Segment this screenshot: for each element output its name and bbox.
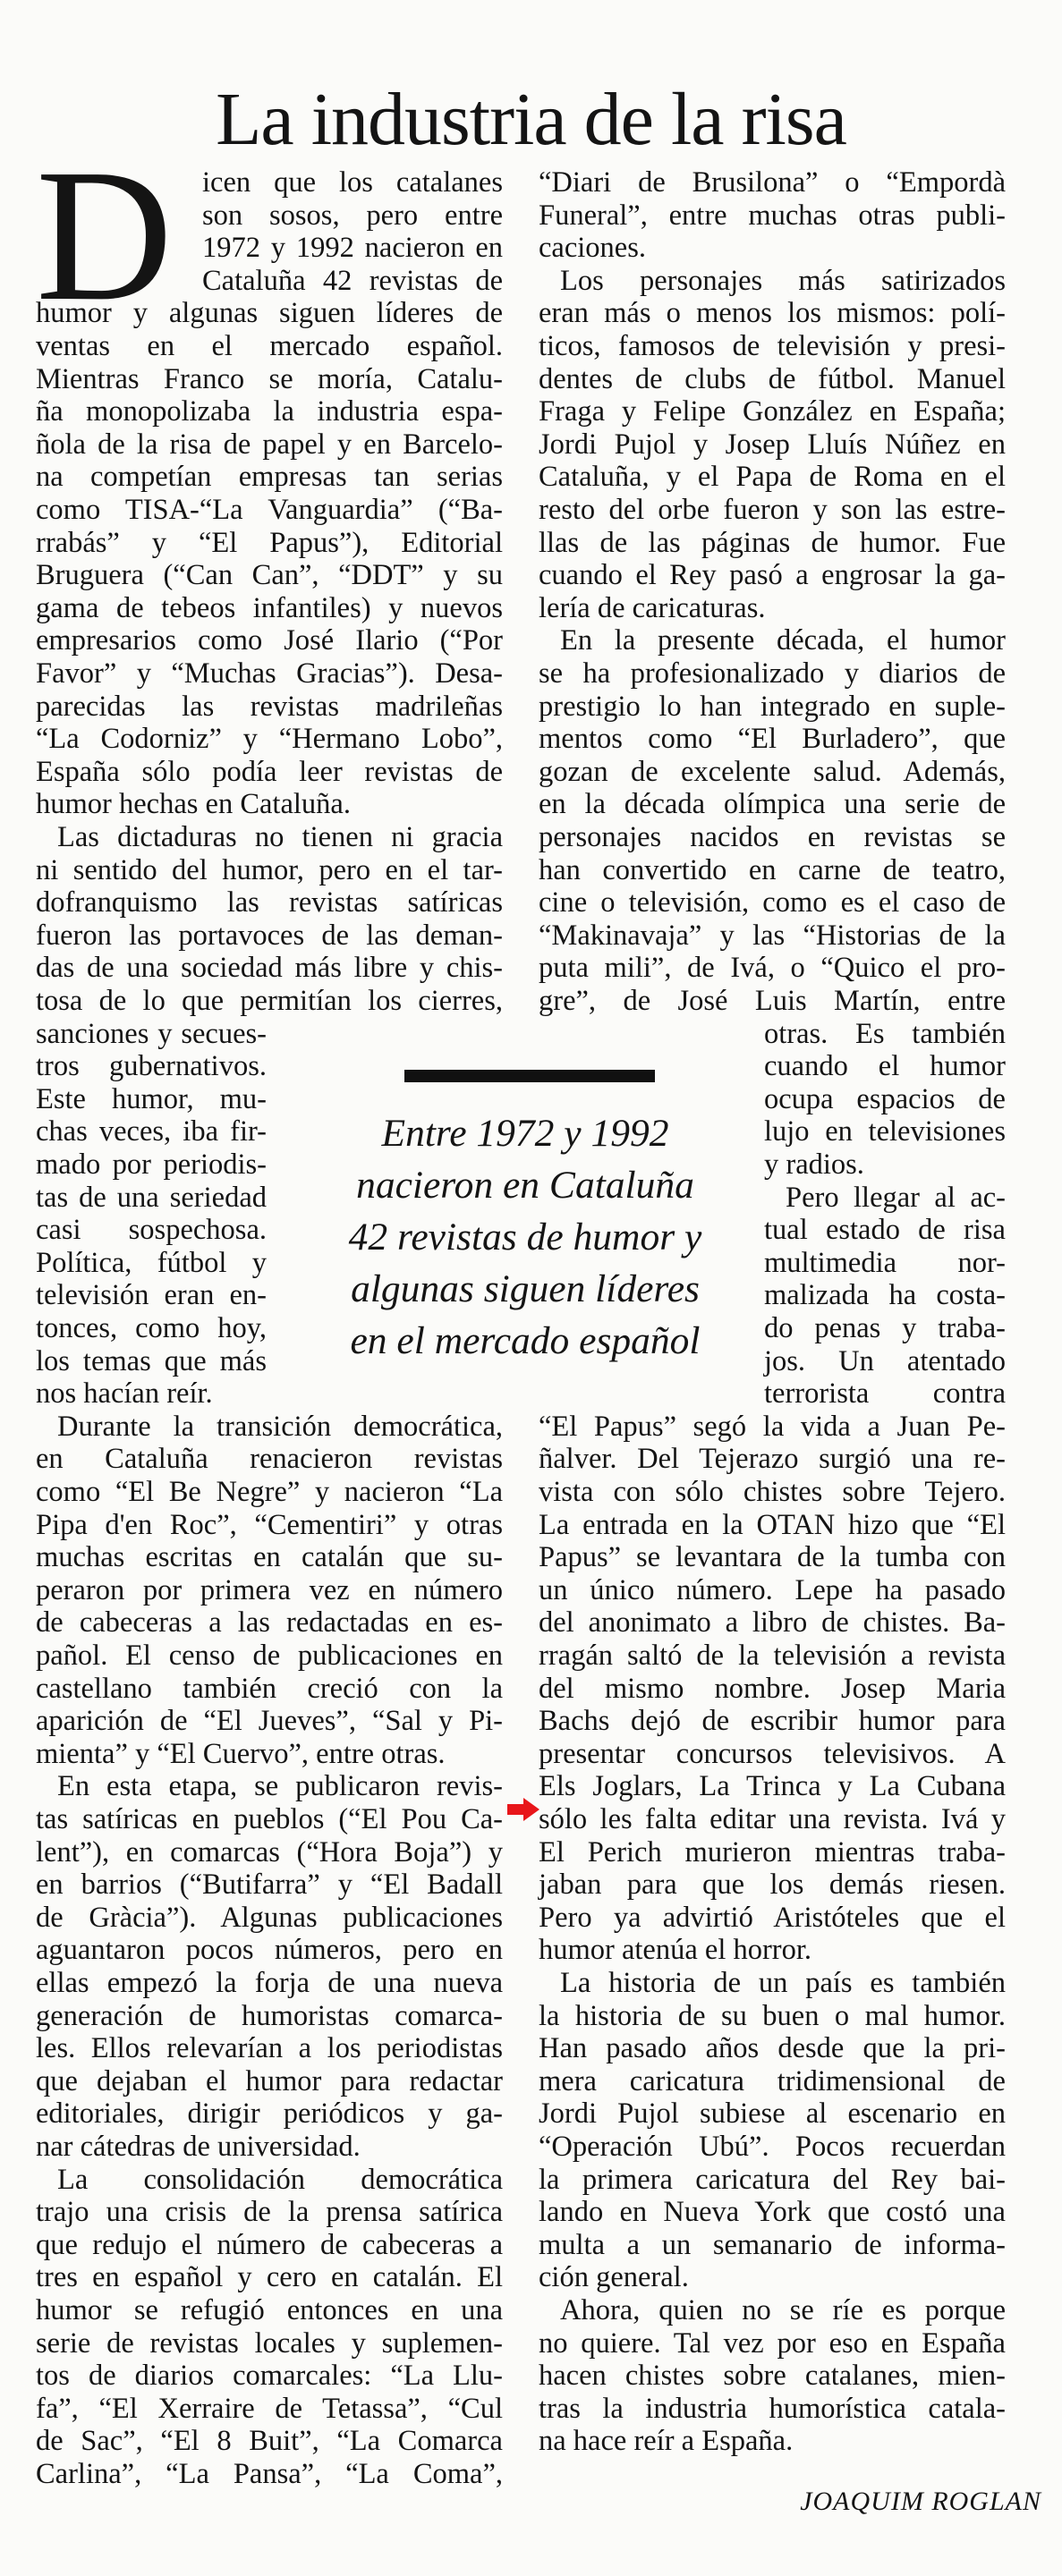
article-line: la primera caricatura del Rey bai- [539,2163,1006,2196]
article-line: del anonimato a libro de chistes. Ba- [539,1606,1006,1640]
article-line: tas de una seriedad [36,1181,267,1214]
article-line: gama de tebeos infantiles) y nuevos [36,591,503,624]
article-line: rrabás” y “El Papus”), Editorial [36,526,503,559]
pull-quote-line: nacieron en Cataluña [356,1164,694,1207]
article-line: puta mili”, de Ivá, o “Quico el pro- [539,952,1006,985]
article-line: resto del orbe fueron y son las estre- [539,494,1006,526]
article-line: Bachs dejó de escribir humor para [539,1705,1006,1738]
article-line: en barrios (“Butifarra” y “El Badall [36,1868,503,1902]
article-line: que redujo el número de cabeceras a [36,2228,503,2261]
article-line: jaban para que los demás riesen. [539,1868,1006,1902]
article-line: sólo les falta editar una revista. Ivá y [539,1803,1006,1835]
article-line: Ahora, quien no se ríe es porque [560,2294,1006,2326]
article-line: prestigio lo han integrado en suple- [539,690,1006,723]
article-line: ticos, famosos de televisión y presi- [539,330,1006,362]
article-line: en Cataluña renacieron revistas [36,1443,503,1476]
article-line: llas de las páginas de humor. Fue [539,526,1006,559]
article-line: “Operación Ubú”. Pocos recuerdan [539,2131,1006,2163]
article-line: Funeral”, entre muchas otras publi- [539,199,1006,232]
article-line: Fraga y Felipe González en España; [539,395,1006,428]
article-line: aparición de “El Jueves”, “Sal y Pi- [36,1705,503,1738]
article-line: ña monopolizaba la industria espa- [36,395,503,428]
article-line: humor hechas en Cataluña. [36,788,351,821]
article-line: sanciones y secues- [36,1017,267,1050]
pull-quote-line: en el mercado español [350,1319,701,1362]
article-line: mado por periodis- [36,1148,267,1181]
article-line: cuando el Rey pasó a engrosar la ga- [539,559,1006,592]
article-line: tos de diarios comarcales: “La Llu- [36,2360,503,2393]
article-line: humor se refugió entonces en una [36,2294,503,2326]
article-line: Este humor, mu- [36,1082,267,1115]
article-line: España sólo podía leer revistas de [36,755,503,788]
pull-quote-line: algunas siguen líderes [351,1267,700,1310]
article-line: tual estado de risa [764,1214,1006,1247]
headline: La industria de la risa [216,78,846,162]
article-line: na competían empresas tan serias [36,461,503,494]
article-line: ción general. [539,2261,689,2294]
article-line: editoriales, dirigir periódicos y ga- [36,2097,503,2131]
article-line: lujo en televisiones [764,1115,1006,1148]
article-line: multimedia nor- [764,1246,1006,1279]
article-line: Bruguera (“Can Can”, “DDT” y su [36,559,503,592]
article-line: lent”), en comarcas (“Hora Boja”) y [36,1835,503,1868]
article-line: la historia de su buen o mal humor. [539,1999,1006,2032]
article-line: jos. Un atentado [764,1344,1006,1377]
article-line: eran más o menos los mismos: polí- [539,297,1006,330]
article-line: ellas empezó la forja de una nueva [36,1967,503,1999]
article-line: y radios. [764,1148,864,1181]
article-line: como “El Be Negre” y nacieron “La [36,1476,503,1508]
article-line: ocupa espacios de [764,1082,1006,1115]
article-line: Jordi Pujol y Josep Lluís Núñez en [539,428,1006,461]
article-line: La historia de un país es también [560,1967,1006,1999]
article-line: La entrada en la OTAN hizo que “El [539,1508,1006,1541]
article-line: como TISA-“La Vanguardia” (“Ba- [36,494,503,526]
article-line: empresarios como José Ilario (“Por [36,624,503,657]
article-line: Política, fútbol y [36,1246,267,1279]
article-line: personajes nacidos en revistas se [539,821,1006,853]
article-line: tosa de lo que permitían los cierres, [36,985,503,1017]
pull-quote-rule [404,1070,655,1082]
article-line: caciones. [539,232,647,265]
article-line: Mientras Franco se moría, Catalu- [36,362,503,395]
article-line: un único número. Lepe ha pasado [539,1573,1006,1606]
article-line: “El Papus” segó la vida a Juan Pe- [539,1410,1006,1443]
article-line: Els Joglars, La Trinca y La Cubana [539,1770,1006,1803]
article-line: chas veces, iba fir- [36,1115,267,1148]
article-line: “Diari de Brusilona” o “Empordà [539,166,1006,199]
article-line: Papus” se levantara de la tumba con [539,1541,1006,1574]
article-line: generación de humoristas comarca- [36,1999,503,2032]
article-line: icen que los catalanes [202,166,503,199]
article-line: do penas y traba- [764,1312,1006,1344]
article-line: humor atenúa el horror. [539,1934,812,1967]
article-line: En esta etapa, se publicaron revis- [57,1770,503,1803]
article-line: muchas escritas en catalán que su- [36,1541,503,1574]
article-line: ventas en el mercado español. [36,330,503,362]
article-line: Cataluña 42 revistas de [202,264,503,297]
article-line: serie de revistas locales y suplemen- [36,2326,503,2360]
article-line: das de una sociedad más libre y chis- [36,952,503,985]
article-line: fa”, “El Xerraire de Tetassa”, “Cul [36,2392,503,2425]
article-line: pañol. El censo de publicaciones en [36,1640,503,1672]
article-line: tres en español y cero en catalán. El [36,2261,503,2294]
article-line: otras. Es también [764,1017,1006,1050]
article-line: mentos como “El Burladero”, que [539,723,1006,756]
article-line: Han pasado años desde que la pri- [539,2032,1006,2065]
article-line: no quiere. Tal vez por eso en España [539,2326,1006,2360]
article-line: terrorista contra [764,1377,1006,1411]
article-line: dofranquismo las revistas satíricas [36,886,503,919]
article-line: presentar concursos televisivos. A [539,1737,1006,1770]
article-line: trajo una crisis de la prensa satírica [36,2196,503,2229]
drop-cap: D [36,130,174,340]
article-line: Pero ya advirtió Aristóteles que el [539,1901,1006,1934]
article-line: aguantaron pocos números, pero en [36,1934,503,1967]
article-line: televisión eran en- [36,1279,267,1312]
article-line: de cabeceras a las redactadas en es- [36,1606,503,1640]
article-line: del mismo nombre. Josep Maria [539,1672,1006,1705]
red-arrow-icon [507,1798,539,1821]
article-line: casi sospechosa. [36,1214,267,1247]
article-line: humor y algunas siguen líderes de [36,297,503,330]
pull-quote-line: Entre 1972 y 1992 [381,1112,669,1155]
article-line: multa a un semanario de informa- [539,2228,1006,2261]
article-line: Jordi Pujol subiese al escenario en [539,2097,1006,2131]
article-line: Los personajes más satirizados [560,264,1006,297]
article-line: castellano también creció con la [36,1672,503,1705]
article-line: nar cátedras de universidad. [36,2131,361,2163]
article-line: parecidas las revistas madrileñas [36,690,503,723]
article-line: lando en Nueva York que costó una [539,2196,1006,2229]
article-line: ñola de la risa de papel y en Barcelo- [36,428,503,461]
article-line: Carlina”, “La Pansa”, “La Coma”, [36,2458,503,2490]
article-line: son sosos, pero entre [202,199,503,232]
article-line: tras la industria humorística catala- [539,2392,1006,2425]
article-line: que dejaban el humor para redactar [36,2064,503,2097]
article-line: los temas que más [36,1344,267,1377]
article-line: gre”, de José Luis Martín, entre [539,985,1006,1017]
article-line: hacen chistes sobre catalanes, mien- [539,2360,1006,2393]
article-line: tonces, como hoy, [36,1312,267,1344]
article-line: Las dictaduras no tienen ni gracia [57,821,503,853]
article-line: fueron las portavoces de las deman- [36,919,503,952]
article-line: Pero llegar al ac- [786,1181,1006,1214]
article-line: mienta” y “El Cuervo”, entre otras. [36,1737,446,1770]
article-line: tros gubernativos. [36,1050,267,1083]
pull-quote-line: 42 revistas de humor y [348,1216,702,1258]
article-line: cuando el humor [764,1050,1006,1083]
article-line: dentes de clubs de fútbol. Manuel [539,362,1006,395]
article-line: ni sentido del humor, pero en el tar- [36,853,503,886]
article-line: Durante la transición democrática, [57,1410,503,1443]
article-line: cine o televisión, como es el caso de [539,886,1006,919]
article-line: les. Ellos relevarían a los periodistas [36,2032,503,2065]
article-line: se ha profesionalizado y diarios de [539,657,1006,690]
article-line: “Makinavaja” y las “Historias de la [539,919,1006,952]
article-line: Pipa d'en Roc”, “Cementiri” y otras [36,1508,503,1541]
article-line: Favor” y “Muchas Gracias”). Desa- [36,657,503,690]
article-line: nos hacían reír. [36,1377,213,1411]
article-line: En la presente década, el humor [560,624,1006,657]
article-line: lería de caricaturas. [539,591,766,624]
article-line: en la década olímpica una serie de [539,788,1006,821]
article-line: Cataluña, y el Papa de Roma en el [539,461,1006,494]
article-line: peraron por primera vez en número [36,1573,503,1606]
article-line: La consolidación democrática [57,2163,503,2196]
byline: JOAQUIM ROGLAN [800,2487,1041,2516]
article-line: na hace reír a España. [539,2425,794,2458]
article-line: de Gràcia”). Algunas publicaciones [36,1901,503,1934]
article-line: mera caricatura tridimensional de [539,2064,1006,2097]
article-line: 1972 y 1992 nacieron en [202,232,503,265]
article-line: tas satíricas en pueblos (“El Pou Ca- [36,1803,503,1835]
article-line: gozan de excelente salud. Además, [539,755,1006,788]
article-line: El Perich murieron mientras traba- [539,1835,1006,1868]
article-line: de Sac”, “El 8 Buit”, “La Comarca [36,2425,503,2458]
article-line: ñalver. Del Tejerazo surgió una re- [539,1443,1006,1476]
pull-quote [315,1107,735,1367]
article-line: han convertido en carne de teatro, [539,853,1006,886]
article-line: “La Codorniz” y “Hermano Lobo”, [36,723,503,756]
article-line: vista con sólo chistes sobre Tejero. [539,1476,1006,1508]
article-line: rragán saltó de la televisión a revista [539,1640,1006,1672]
article-line: malizada ha costa- [764,1279,1006,1312]
